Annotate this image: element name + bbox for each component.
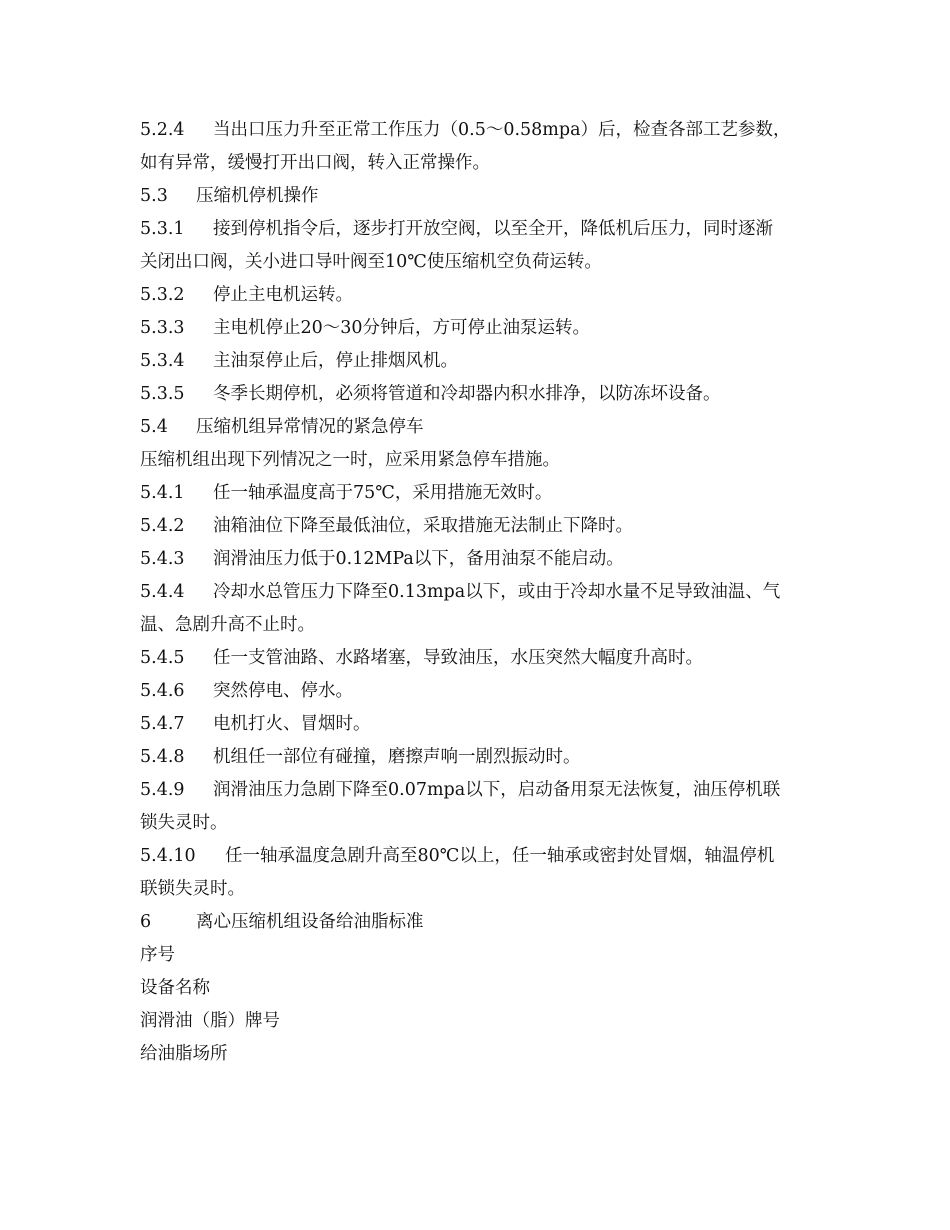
table-header-item [140, 939, 820, 972]
line-text: 冷却水总管压力下降至0.13mpa以下，或由于冷却水量不足导致油温、气 [213, 582, 781, 602]
line-text: 润滑油压力低于0.12MPa以下，备用油泵不能启动。 [213, 549, 624, 569]
section-number: 5.3.5 [140, 384, 185, 404]
line-text: 任一轴承温度急剧升高至80℃以上，任一轴承或密封处冒烟，轴温停机 [225, 846, 775, 866]
text-line [140, 840, 820, 873]
text-line [140, 609, 820, 642]
line-text: 序号 [140, 945, 175, 965]
line-text: 油箱油位下降至最低油位，采取措施无法制止下降时。 [213, 516, 633, 536]
line-text: 接到停机指令后，逐步打开放空阀，以至全开，降低机后压力，同时逐渐 [213, 219, 773, 239]
section-number: 5.4.7 [140, 714, 185, 734]
section-number: 5.4.10 [140, 846, 196, 866]
section-number: 6 [140, 912, 152, 932]
section-number: 5.4.3 [140, 549, 185, 569]
line-text: 电机打火、冒烟时。 [213, 714, 371, 734]
text-line [140, 378, 820, 411]
section-number: 5.4.8 [140, 747, 185, 767]
table-header-item [140, 972, 820, 1005]
line-text: 机组任一部位有碰撞，磨擦声响一剧烈振动时。 [213, 747, 581, 767]
line-text: 联锁失灵时。 [140, 879, 245, 899]
line-text: 任一轴承温度高于75℃，采用措施无效时。 [213, 483, 553, 503]
line-text: 压缩机组出现下列情况之一时，应采用紧急停车措施。 [140, 450, 560, 470]
text-line [140, 774, 820, 807]
line-text: 当出口压力升至正常工作压力（0.5～0.58mpa）后，检查各部工艺参数， [213, 120, 791, 140]
text-line [140, 543, 820, 576]
line-text: 关闭出口阀，关小进口导叶阀至10℃使压缩机空负荷运转。 [140, 252, 602, 272]
text-line [140, 642, 820, 675]
section-heading [140, 906, 820, 939]
section-number: 5.2.4 [140, 120, 185, 140]
line-text: 压缩机组异常情况的紧急停车 [196, 417, 424, 437]
text-line [140, 873, 820, 906]
line-text: 突然停电、停水。 [213, 681, 353, 701]
text-line [140, 444, 820, 477]
text-line [140, 576, 820, 609]
section-number: 5.4.1 [140, 483, 185, 503]
section-number: 5.3.1 [140, 219, 185, 239]
line-text: 润滑油压力急剧下降至0.07mpa以下，启动备用泵无法恢复，油压停机联 [213, 780, 781, 800]
line-text: 锁失灵时。 [140, 813, 228, 833]
section-number: 5.4 [140, 417, 168, 437]
text-line [140, 345, 820, 378]
section-heading [140, 411, 820, 444]
line-text: 设备名称 [140, 978, 210, 998]
line-text: 离心压缩机组设备给油脂标准 [196, 912, 424, 932]
text-line [140, 246, 820, 279]
table-header-item [140, 1005, 820, 1038]
text-line [140, 213, 820, 246]
section-number: 5.4.4 [140, 582, 185, 602]
section-number: 5.3.4 [140, 351, 185, 371]
section-number: 5.3.3 [140, 318, 185, 338]
text-line [140, 147, 820, 180]
text-line [140, 741, 820, 774]
line-text: 如有异常，缓慢打开出口阀，转入正常操作。 [140, 153, 490, 173]
section-number: 5.3 [140, 186, 168, 206]
section-number: 5.3.2 [140, 285, 185, 305]
text-line [140, 708, 820, 741]
text-line [140, 477, 820, 510]
section-number: 5.4.5 [140, 648, 185, 668]
text-line [140, 312, 820, 345]
section-number: 5.4.2 [140, 516, 185, 536]
line-text: 冬季长期停机，必须将管道和冷却器内积水排净，以防冻坏设备。 [213, 384, 721, 404]
line-text: 主电机停止20～30分钟后，方可停止油泵运转。 [213, 318, 591, 338]
line-text: 主油泵停止后，停止排烟风机。 [213, 351, 458, 371]
section-heading [140, 180, 820, 213]
section-number: 5.4.6 [140, 681, 185, 701]
text-line [140, 114, 820, 147]
line-text: 给油脂场所 [140, 1044, 228, 1064]
line-text: 任一支管油路、水路堵塞，导致油压，水压突然大幅度升高时。 [213, 648, 703, 668]
section-number: 5.4.9 [140, 780, 185, 800]
line-text: 停止主电机运转。 [213, 285, 353, 305]
document-body [140, 114, 820, 1071]
line-text: 压缩机停机操作 [196, 186, 319, 206]
line-text: 温、急剧升高不止时。 [140, 615, 315, 635]
text-line [140, 279, 820, 312]
table-header-item [140, 1038, 820, 1071]
line-text: 润滑油（脂）牌号 [140, 1011, 280, 1031]
text-line [140, 510, 820, 543]
text-line [140, 675, 820, 708]
text-line [140, 807, 820, 840]
